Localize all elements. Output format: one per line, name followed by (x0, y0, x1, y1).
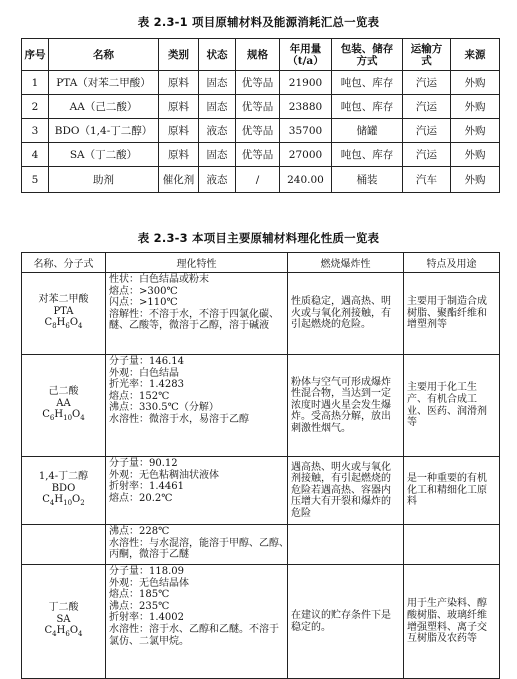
formula-subscript: 10 (63, 414, 73, 423)
property-line: 醚、乙酸等，微溶于乙醇，溶于碱液 (109, 320, 269, 332)
material-name: PTA (53, 305, 74, 317)
t1-cell: PTA（对苯二甲酸） (49, 71, 159, 95)
property-line: 外观：白色结晶 (109, 367, 179, 379)
t1-cell: 35700 (280, 119, 332, 143)
property-line: 水溶性：与水混溶，能溶于甲醇、乙醇、 (109, 537, 289, 549)
flammability-cell (288, 525, 404, 565)
table-row (22, 457, 500, 525)
material-name-cell (22, 355, 106, 457)
t1-cell: SA（丁二酸） (49, 143, 159, 167)
property-line: 分子量：146.14 (109, 356, 184, 367)
flammability-cell: 性质稳定，遇高热、明火或与氧化剂接触，有引起燃烧的危险。 (288, 273, 404, 355)
t2-header-cell: 名称、分子式 (22, 253, 106, 273)
property-line: 外观：无色粘稠油状液体 (109, 469, 219, 481)
formula-subscript: 4 (80, 414, 85, 423)
t1-cell: 原料 (159, 119, 199, 143)
t1-cell: 汽车 (403, 167, 451, 193)
flammability-cell: 粉体与空气可形成爆炸性混合物，当达到一定浓度时遇火星会发生爆炸。受高热分解，放出刺激性烟气。 (288, 355, 404, 457)
t1-cell: / (236, 167, 280, 193)
table2-caption: 表 2.3-3 本项目主要原辅材料理化性质一览表 (137, 231, 380, 245)
usage-cell (404, 525, 500, 565)
properties-cell (106, 457, 288, 525)
table-row (22, 273, 500, 355)
property-line: 熔点：152℃ (109, 390, 170, 402)
t1-cell: 原料 (159, 95, 199, 119)
property-line: 沸点：235℃ (109, 600, 170, 612)
t1-header-cell: 来源 (451, 39, 500, 71)
flammability-cell: 遇高热、明火或与氧化剂接触，有引起燃烧的危险若遇高热、容器内压增大有开裂和爆炸的危险 (288, 457, 404, 525)
property-line: 熔点：>300℃ (109, 285, 178, 297)
t1-cell: 外购 (451, 71, 500, 95)
t1-header-cell: 状态 (199, 39, 236, 71)
property-line: 分子量：118.09 (109, 566, 184, 577)
material-name: 丁二酸 (48, 602, 79, 614)
t2-header-cell: 特点及用途 (404, 253, 500, 273)
t1-cell: BDO（1,4-丁二醇） (49, 119, 159, 143)
property-line: 水溶性：微溶于水，易溶于乙醇 (109, 413, 249, 425)
table-row (22, 95, 500, 119)
formula-subscript: 4 (78, 630, 83, 639)
material-name: 1,4-丁二醇 (38, 471, 89, 483)
table2-header-row (22, 253, 500, 273)
usage-cell: 主要用于制造合成树脂、聚酯纤维和增塑剂等 (404, 273, 500, 355)
formula-element: O (69, 317, 79, 329)
t1-cell: 原料 (159, 143, 199, 167)
t1-cell: 汽运 (403, 95, 451, 119)
t1-header-cell: 类别 (159, 39, 199, 71)
formula-element: C (42, 494, 50, 506)
t1-cell: 汽运 (403, 143, 451, 167)
formula-element: C (44, 625, 53, 637)
t1-cell: 催化剂 (159, 167, 199, 193)
table-row (22, 71, 500, 95)
t1-cell: 助剂 (49, 167, 159, 193)
formula-subscript: 4 (52, 630, 57, 639)
property-line: 折射率：1.4002 (109, 612, 184, 624)
t1-cell: 优等品 (236, 95, 280, 119)
formula-element: H (56, 317, 66, 329)
formula-element: O (69, 625, 79, 637)
table-row (22, 167, 500, 193)
t1-cell: 3 (22, 119, 49, 143)
material-name: 己二酸 (48, 386, 79, 398)
property-line: 外观：无色结晶体 (109, 577, 189, 589)
t1-header-cell: 名称 (49, 39, 159, 71)
t1-header-cell: 年用量 （t/a） (280, 39, 332, 71)
formula-subscript: 6 (49, 414, 55, 423)
t1-cell: 汽运 (403, 119, 451, 143)
t1-header-cell: 序号 (22, 39, 49, 71)
usage-cell: 主要用于化工生产、有机合成工业、医药、润滑剂等 (404, 355, 500, 457)
properties-cell (106, 565, 288, 679)
formula-element: O (72, 409, 81, 421)
t1-cell: 吨包、库存 (332, 95, 403, 119)
property-line: 氯仿、二氯甲烷。 (109, 635, 189, 647)
property-line: 溶解性：不溶于水，不溶于四氯化碳、 (109, 308, 279, 320)
t1-cell: 固态 (199, 143, 236, 167)
table-row (22, 119, 500, 143)
formula-element: H (54, 409, 64, 421)
table1-header-row (22, 39, 500, 71)
t1-cell: 汽运 (403, 71, 451, 95)
formula-subscript: 8 (52, 322, 57, 331)
property-line: 闪点：>110℃ (109, 297, 178, 309)
properties-cell (106, 355, 288, 457)
t1-cell: 4 (22, 143, 49, 167)
t1-cell: AA（己二酸） (49, 95, 159, 119)
t1-cell: 优等品 (236, 71, 280, 95)
t1-cell: 21900 (280, 71, 332, 95)
t1-cell: 吨包、库存 (332, 143, 403, 167)
formula-element: H (54, 494, 64, 506)
t1-cell: 优等品 (236, 119, 280, 143)
t1-cell: 优等品 (236, 143, 280, 167)
usage-cell: 是一种重要的有机化工和精细化工原料 (404, 457, 500, 525)
material-name-cell (22, 273, 106, 355)
property-line: 折射率：1.4461 (109, 481, 184, 493)
materials-consumption-table (21, 38, 500, 193)
usage-cell: 用于生产染料、醇酸树脂、玻璃纤维增强塑料、离子交互树脂及农药等 (404, 565, 500, 679)
property-line: 丙酮，微溶于乙醚 (109, 549, 189, 561)
molecular-formula (22, 494, 105, 510)
t1-cell: 外购 (451, 119, 500, 143)
formula-element: C (44, 317, 53, 329)
properties-cell (106, 273, 288, 355)
formula-subscript: 2 (80, 499, 85, 508)
t1-cell: 外购 (451, 167, 500, 193)
table1-caption: 表 2.3-1 项目原辅材料及能源消耗汇总一览表 (137, 15, 380, 29)
material-name-cell (22, 525, 106, 565)
property-line: 熔点：20.2℃ (109, 492, 173, 504)
formula-subscript: 6 (65, 630, 70, 639)
t1-cell: 27000 (280, 143, 332, 167)
t1-header-cell: 规格 (236, 39, 280, 71)
property-line: 折光率：1.4283 (109, 379, 184, 391)
t1-cell: 液态 (199, 167, 236, 193)
material-name: BDO (51, 482, 76, 494)
t1-header-cell: 运输方 式 (403, 39, 451, 71)
t1-cell: 储罐 (332, 119, 403, 143)
t1-cell: 1 (22, 71, 49, 95)
property-line: 水溶性：溶于水、乙醇和乙醚。不溶于 (109, 623, 279, 635)
property-line: 性状：白色结晶或粉末 (109, 274, 209, 285)
formula-element: H (56, 625, 66, 637)
t1-cell: 固态 (199, 71, 236, 95)
formula-element: O (72, 494, 81, 506)
material-name: AA (56, 397, 71, 409)
molecular-formula (22, 625, 105, 641)
table-row (22, 355, 500, 457)
material-name-cell (22, 565, 106, 679)
formula-subscript: 4 (78, 322, 83, 331)
t1-cell: 外购 (451, 95, 500, 119)
material-name-cell (22, 457, 106, 525)
formula-subscript: 4 (49, 499, 55, 508)
property-line: 分子量：90.12 (109, 458, 178, 469)
material-name: SA (56, 613, 71, 625)
formula-subscript: 10 (63, 499, 73, 508)
t1-cell: 5 (22, 167, 49, 193)
t2-header-cell: 燃烧爆炸性 (288, 253, 404, 273)
table-row (22, 565, 500, 679)
properties-cell (106, 525, 288, 565)
t1-header-cell: 包装、储存 方式 (332, 39, 403, 71)
table-row (22, 143, 500, 167)
material-name: 对苯二甲酸 (38, 294, 89, 306)
property-line: 沸点：330.5℃（分解） (109, 402, 219, 414)
t1-cell: 液态 (199, 119, 236, 143)
t1-cell: 原料 (159, 71, 199, 95)
table-row (22, 525, 500, 565)
t1-cell: 外购 (451, 143, 500, 167)
t1-cell: 23880 (280, 95, 332, 119)
flammability-cell: 在建议的贮存条件下是稳定的。 (288, 565, 404, 679)
t1-cell: 240.00 (280, 167, 332, 193)
property-line: 熔点：185℃ (109, 589, 170, 601)
material-properties-table (21, 252, 500, 679)
t2-header-cell: 理化特性 (106, 253, 288, 273)
formula-subscript: 6 (65, 322, 70, 331)
formula-element: C (42, 409, 50, 421)
property-line: 沸点：228℃ (109, 526, 170, 537)
molecular-formula (22, 317, 105, 333)
t1-cell: 吨包、库存 (332, 71, 403, 95)
t1-cell: 2 (22, 95, 49, 119)
molecular-formula (22, 409, 105, 425)
t1-cell: 桶装 (332, 167, 403, 193)
t1-cell: 固态 (199, 95, 236, 119)
